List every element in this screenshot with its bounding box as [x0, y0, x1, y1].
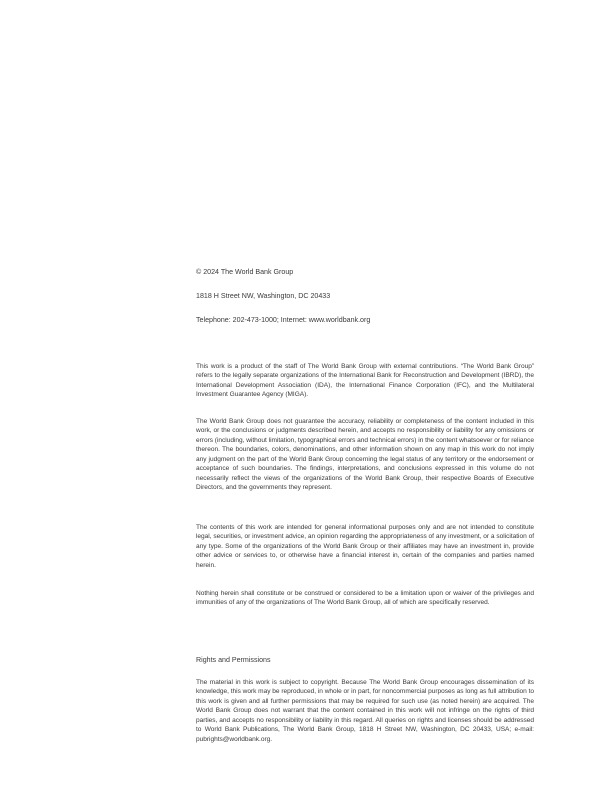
address-block	[196, 292, 534, 301]
address-line: 1818 H Street NW, Washington, DC 20433	[196, 292, 331, 300]
contact-block	[196, 268, 534, 277]
disclaimer-paragraph-3-block	[196, 523, 534, 570]
disclaimer-paragraph-2-block	[196, 417, 534, 493]
rights-heading-block	[196, 656, 534, 665]
disclaimer-paragraph: This work is a product of the staff of The World Bank Group with external contributions. “The World Bank Group” refers to the legally separate organizations of the International Bank for Reconstruction and Development (IBRD), the International Development Association (IDA), the International Finance Corporation (IFC), and the Multilateral Investment Guarantee Agency (MIGA).	[196, 363, 534, 399]
rights-paragraph-block	[196, 678, 534, 744]
rights-paragraph: The material in this work is subject to copyright. Because The World Bank Group encourages dissemination of its knowledge, this work may be reproduced, in whole or in part, for noncommercial purposes as long as full attribution to this work is given and all further permissions that may be required for such use (as noted herein) are acquired. The World Bank Group does not warrant that the content contained in this work will not infringe on the rights of third parties, and accepts no responsibility or liability in this regard. All queries on rights and licenses should be addressed to World Bank Publications, The World Bank Group, 1818 H Street NW, Washington, DC 20433, USA; e-mail: pubrights@worldbank.org.	[196, 679, 534, 743]
telephone-block	[196, 316, 534, 325]
disclaimer-paragraph: Nothing herein shall constitute or be construed or considered to be a limitation upon or waiver of the privileges and immunities of any of the organizations of The World Bank Group, all of which are specifically reserved.	[196, 590, 534, 607]
disclaimer-paragraph: The World Bank Group does not guarantee the accuracy, reliability or completeness of the content included in this work, or the conclusions or judgments described herein, and accepts no responsibility or liability for any omissions or errors (including, without limitation, typographical errors and technical errors) in the content whatsoever or for reliance thereon. The boundaries, colors, denominations, and other information shown on any map in this work do not imply any judgment on the part of the World Bank Group concerning the legal status of any territory or the endorsement or acceptance of such boundaries. The findings, interpretations, and conclusions expressed in this volume do not necessarily reflect the views of the organizations of the World Bank Group, their respective Boards of Executive Directors, and the governments they represent.	[196, 418, 534, 492]
copyright-line: © 2024 The World Bank Group	[196, 268, 294, 276]
disclaimer-paragraph-4-block	[196, 589, 534, 608]
disclaimer-paragraph-1-block	[196, 362, 534, 400]
telephone-line: Telephone: 202-473-1000; Internet: www.worldbank.org	[196, 316, 371, 324]
rights-heading: Rights and Permissions	[196, 656, 271, 664]
disclaimer-paragraph: The contents of this work are intended for general informational purposes only and are not intended to constitute legal, securities, or investment advice, an opinion regarding the appropriateness of any investment, or a solicitation of any type. Some of the organizations of the World Bank Group or their affiliates may have an investment in, provide other advice or services to, or otherwise have a financial interest in, certain of the companies and parties named herein.	[196, 524, 534, 569]
